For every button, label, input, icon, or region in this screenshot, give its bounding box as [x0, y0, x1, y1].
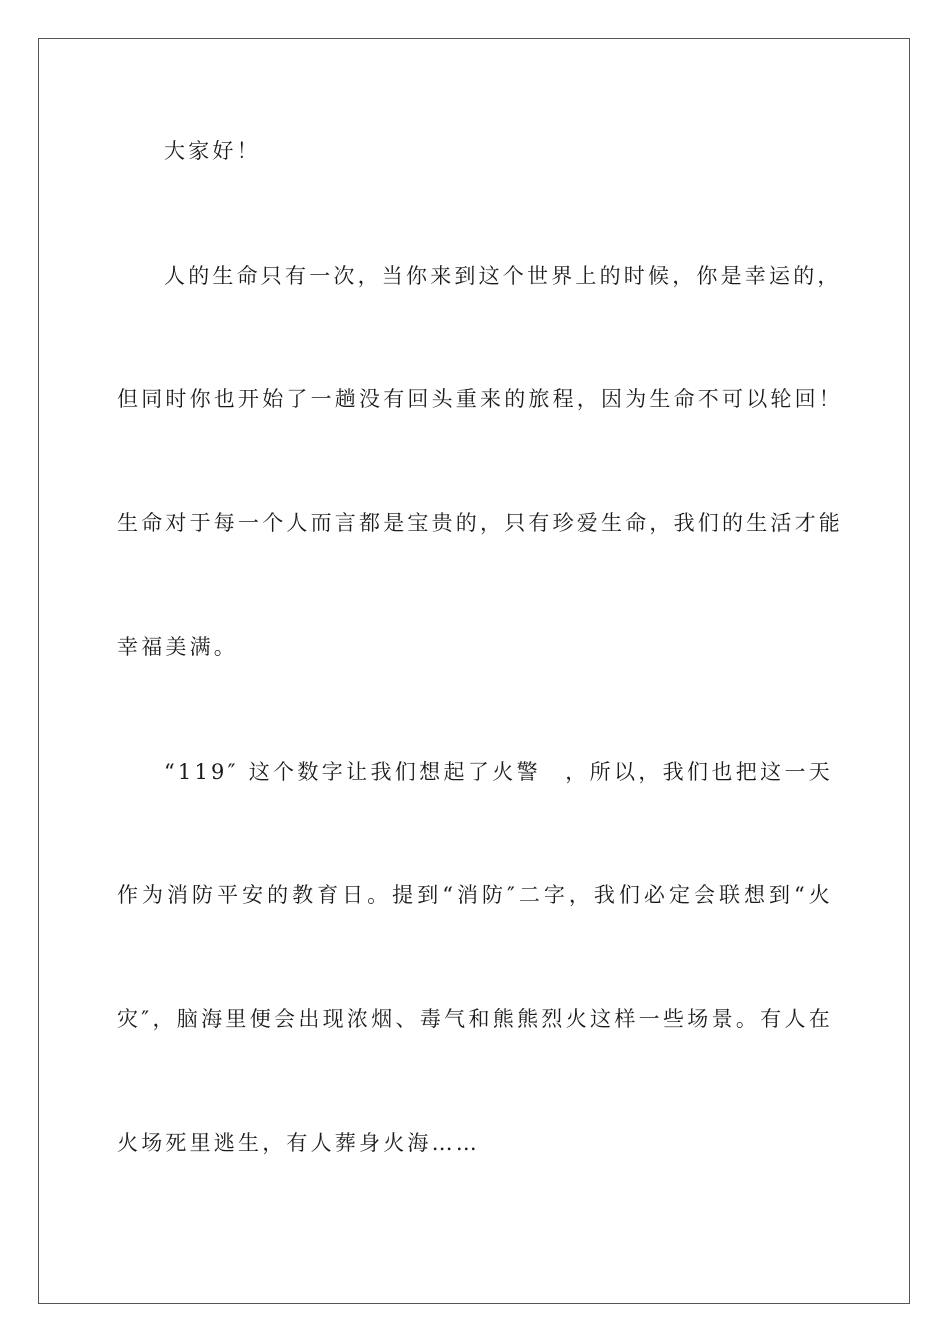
- paragraph-2-line-2: 作为消防平安的教育日。提到“消防″二字，我们必定会联想到“火: [117, 883, 833, 907]
- paragraph-2-line-1: “119″ 这个数字让我们想起了火警 ，所以，我们也把这一天: [164, 760, 833, 784]
- paragraph-2-line-3: 灾″，脑海里便会出现浓烟、毒气和熊熊烈火这样一些场景。有人在: [117, 1007, 833, 1031]
- paragraph-1-line-3: 生命对于每一个人而言都是宝贵的，只有珍爱生命，我们的生活才能: [117, 511, 843, 535]
- paragraph-1-line-1: 人的生命只有一次，当你来到这个世界上的时候，你是幸运的，: [164, 264, 842, 288]
- paragraph-1-line-2: 但同时你也开始了一趟没有回头重来的旅程，因为生命不可以轮回！: [117, 387, 843, 411]
- page-border: [38, 38, 910, 1304]
- paragraph-2-line-4: 火场死里逃生，有人葬身火海……: [117, 1131, 480, 1155]
- paragraph-1-line-4: 幸福美满。: [117, 635, 238, 659]
- greeting-line: 大家好！: [164, 139, 261, 163]
